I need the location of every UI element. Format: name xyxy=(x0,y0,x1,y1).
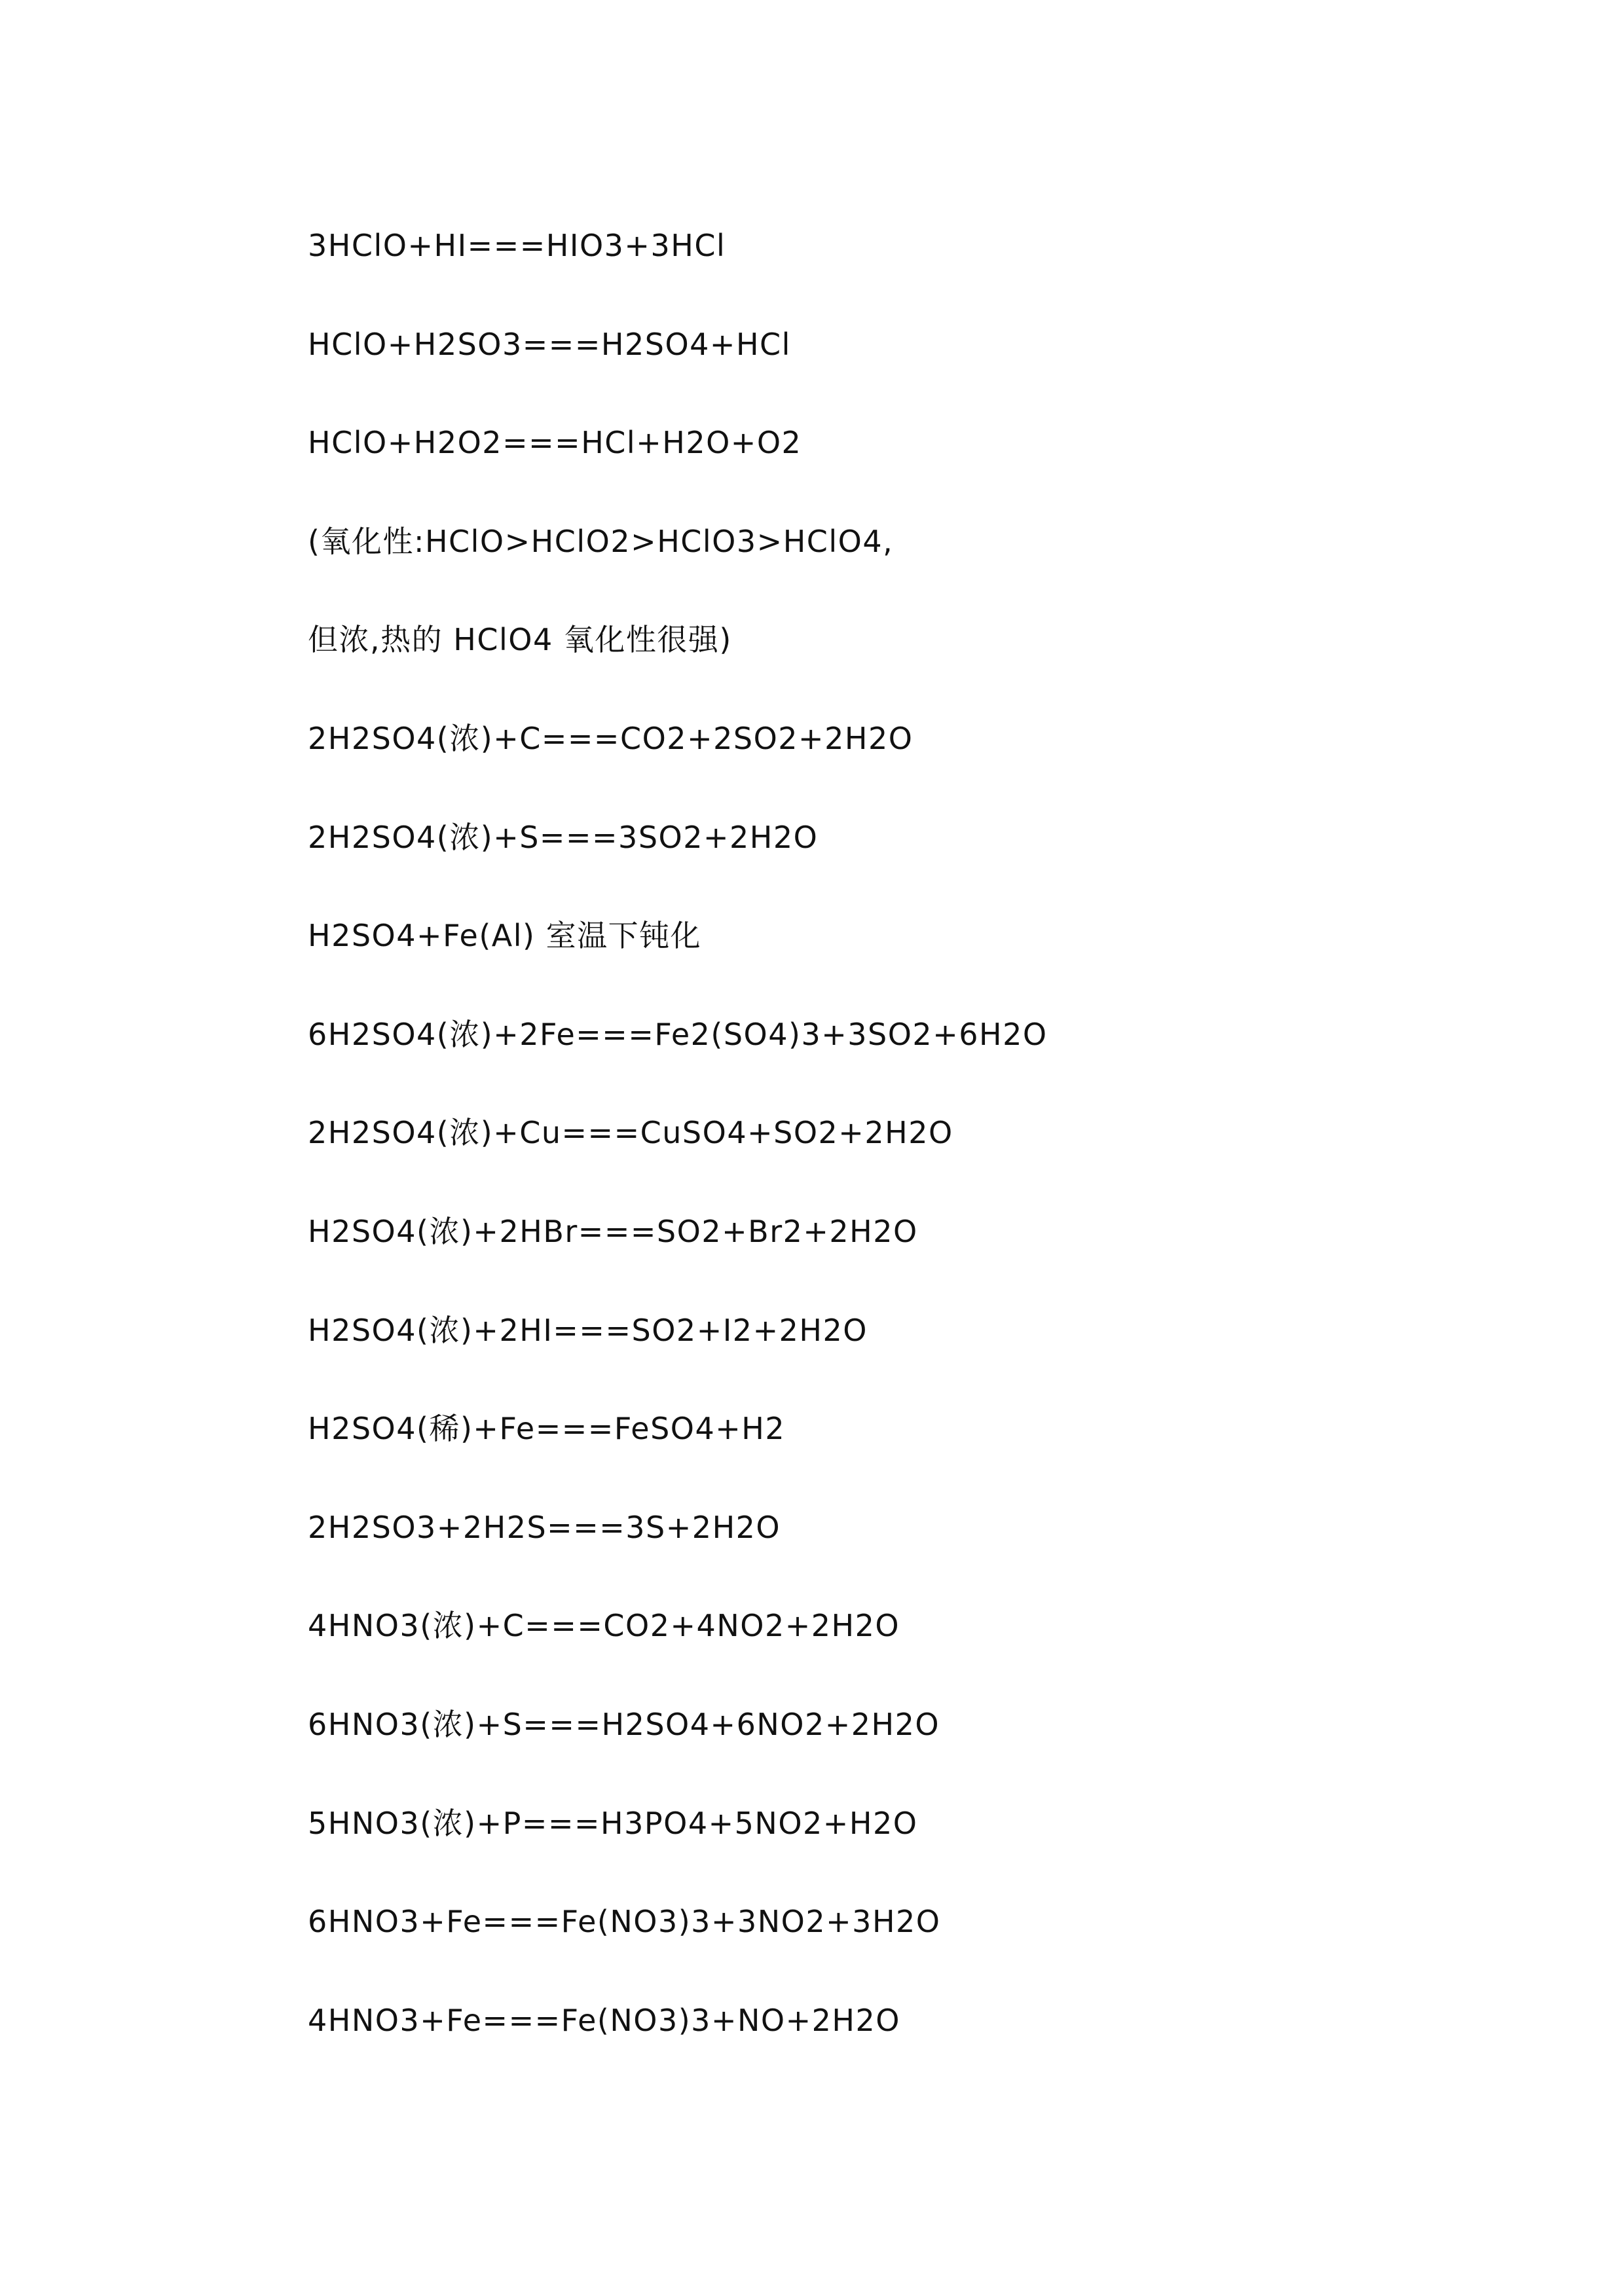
equation-line: 2H2SO4(浓)+S===3SO2+2H2O xyxy=(308,819,819,855)
note-line: 但浓,热的 HClO4 氧化性很强) xyxy=(308,622,732,658)
equation-line: 4HNO3+Fe===Fe(NO3)3+NO+2H2O xyxy=(308,2002,900,2038)
equation-line: 2H2SO4(浓)+C===CO2+2SO2+2H2O xyxy=(308,720,913,756)
note-line: (氧化性:HClO>HClO2>HClO3>HClO4, xyxy=(308,523,894,559)
equation-line: H2SO4+Fe(Al) 室温下钝化 xyxy=(308,918,702,954)
equation-line: H2SO4(稀)+Fe===FeSO4+H2 xyxy=(308,1411,786,1447)
equation-line: HClO+H2SO3===H2SO4+HCl xyxy=(308,326,791,362)
equation-line: HClO+H2O2===HCl+H2O+O2 xyxy=(308,425,802,461)
equation-line: 4HNO3(浓)+C===CO2+4NO2+2H2O xyxy=(308,1608,900,1644)
equation-line: 2H2SO4(浓)+Cu===CuSO4+SO2+2H2O xyxy=(308,1115,953,1151)
equation-line: 2H2SO3+2H2S===3S+2H2O xyxy=(308,1509,781,1545)
equation-list xyxy=(308,230,1552,2104)
equation-line: H2SO4(浓)+2HI===SO2+I2+2H2O xyxy=(308,1312,868,1348)
equation-line: 3HClO+HI===HIO3+3HCl xyxy=(308,228,726,263)
equation-line: 6H2SO4(浓)+2Fe===Fe2(SO4)3+3SO2+6H2O xyxy=(308,1016,1048,1052)
equation-line: 6HNO3(浓)+S===H2SO4+6NO2+2H2O xyxy=(308,1706,940,1742)
equation-line: H2SO4(浓)+2HBr===SO2+Br2+2H2O xyxy=(308,1213,918,1249)
equation-line: 6HNO3+Fe===Fe(NO3)3+3NO2+3H2O xyxy=(308,1904,941,1940)
equation-line: 5HNO3(浓)+P===H3PO4+5NO2+H2O xyxy=(308,1805,918,1841)
